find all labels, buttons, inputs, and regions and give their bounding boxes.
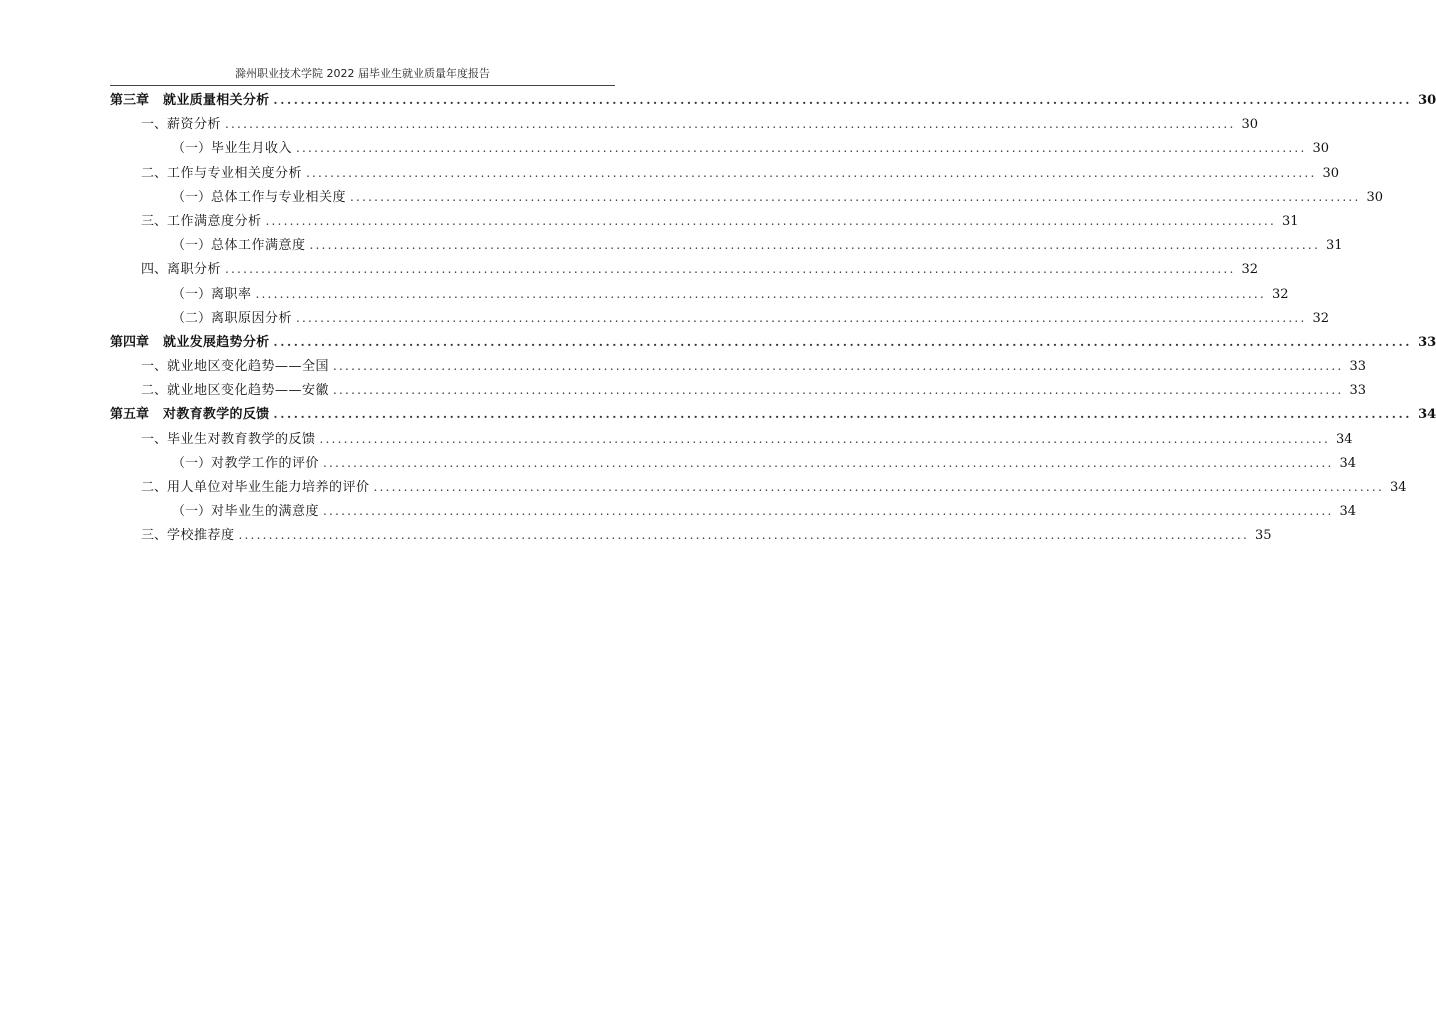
toc-page-number: 35	[1254, 528, 1272, 544]
toc-page-number: 34	[1389, 480, 1407, 495]
toc-dot-leader	[374, 475, 1384, 499]
toc-entry-title: 就业发展趋势分析	[163, 334, 270, 350]
toc-entry-title: 毕业生月收入	[211, 141, 293, 157]
toc-entry-number: 二、	[141, 383, 168, 399]
toc-subsection-entry[interactable]	[110, 451, 1357, 475]
report-title: 滁州职业技术学院 2022 届毕业生就业质量年度报告	[235, 67, 490, 80]
toc-page-number: 31	[1281, 213, 1299, 229]
toc-dot-leader	[323, 451, 1333, 475]
toc-entry-number: （一）	[172, 286, 212, 302]
toc-dot-leader	[239, 523, 1249, 547]
toc-entry-number: （二）	[172, 310, 212, 326]
toc-entry-title: 用人单位对毕业生能力培养的评价	[167, 480, 370, 495]
toc-entry-number: 三、	[141, 528, 168, 544]
toc-page-number: 31	[1325, 238, 1343, 254]
toc-entry-number: 二、	[141, 165, 168, 181]
toc-entry-title: 对毕业生的满意度	[211, 504, 320, 520]
toc-dot-leader	[333, 354, 1343, 378]
toc-subsection-entry[interactable]	[110, 136, 1330, 160]
toc-dot-leader	[225, 112, 1235, 136]
toc-dot-leader	[320, 427, 1330, 451]
toc-page-number: 30	[1241, 117, 1259, 133]
toc-chapter-entry[interactable]	[110, 88, 1436, 112]
toc-page-number: 33	[1349, 383, 1367, 399]
toc-page-number: 30	[1322, 165, 1340, 181]
toc-entry-number: （一）	[172, 455, 212, 471]
toc-entry-number: 第五章	[110, 407, 150, 423]
toc-entry-number: 二、	[141, 480, 168, 495]
toc-page-number: 32	[1312, 310, 1330, 326]
toc-dot-leader	[323, 499, 1333, 523]
toc-chapter-entry[interactable]	[110, 330, 1436, 354]
toc-dot-leader	[266, 209, 1276, 233]
toc-section-entry[interactable]	[110, 378, 1367, 402]
toc-entry-title: 工作与专业相关度分析	[167, 165, 303, 181]
table-of-contents	[110, 88, 1436, 548]
toc-entry-title: 就业地区变化趋势——安徽	[167, 383, 330, 399]
toc-page-number: 32	[1241, 262, 1259, 278]
toc-dot-leader	[350, 185, 1360, 209]
toc-entry-number: 一、	[141, 431, 168, 447]
toc-page-number: 34	[1339, 455, 1357, 471]
toc-subsection-entry[interactable]	[110, 233, 1343, 257]
toc-section-entry[interactable]	[110, 523, 1272, 547]
toc-entry-title: 离职原因分析	[211, 310, 293, 326]
toc-section-entry[interactable]	[110, 427, 1353, 451]
toc-section-entry[interactable]	[110, 475, 1407, 499]
toc-entry-title: 对教学工作的评价	[211, 455, 320, 471]
toc-entry-title: 总体工作与专业相关度	[211, 189, 347, 205]
toc-dot-leader	[273, 402, 1412, 426]
toc-page-number: 30	[1366, 189, 1384, 205]
toc-section-entry[interactable]	[110, 112, 1259, 136]
toc-entry-number: 一、	[141, 117, 168, 133]
toc-entry-title: 总体工作满意度	[211, 238, 306, 254]
toc-entry-number: 四、	[141, 262, 168, 278]
toc-dot-leader	[256, 282, 1266, 306]
toc-entry-title: 学校推荐度	[167, 528, 235, 544]
toc-section-entry[interactable]	[110, 257, 1259, 281]
toc-section-entry[interactable]	[110, 354, 1367, 378]
toc-page-number: 34	[1335, 431, 1353, 447]
toc-dot-leader	[296, 306, 1306, 330]
toc-dot-leader	[273, 88, 1412, 112]
toc-entry-number: （一）	[172, 189, 212, 205]
toc-entry-title: 离职分析	[167, 262, 222, 278]
toc-entry-number: 一、	[141, 359, 168, 375]
toc-dot-leader	[296, 136, 1306, 160]
toc-subsection-entry[interactable]	[110, 499, 1357, 523]
toc-entry-number: 第三章	[110, 93, 150, 108]
toc-entry-number: 第四章	[110, 334, 150, 350]
toc-section-entry[interactable]	[110, 209, 1299, 233]
toc-entry-title: 就业质量相关分析	[163, 93, 270, 108]
toc-dot-leader	[310, 233, 1320, 257]
toc-page-number: 30	[1312, 141, 1330, 157]
toc-entry-title: 薪资分析	[167, 117, 222, 133]
toc-dot-leader	[273, 330, 1412, 354]
toc-dot-leader	[306, 161, 1316, 185]
page-header	[110, 64, 615, 86]
toc-page-number: 32	[1271, 286, 1289, 302]
toc-entry-title: 工作满意度分析	[167, 213, 262, 229]
toc-dot-leader	[333, 378, 1343, 402]
toc-subsection-entry[interactable]	[110, 185, 1384, 209]
toc-subsection-entry[interactable]	[110, 282, 1289, 306]
toc-entry-title: 就业地区变化趋势——全国	[167, 359, 330, 375]
toc-entry-title: 对教育教学的反馈	[163, 407, 270, 423]
toc-entry-number: （一）	[172, 238, 212, 254]
toc-entry-title: 毕业生对教育教学的反馈	[167, 431, 316, 447]
toc-chapter-entry[interactable]	[110, 402, 1436, 426]
toc-page-number: 34	[1418, 407, 1436, 423]
toc-entry-number: （一）	[172, 504, 212, 520]
toc-entry-number: 三、	[141, 213, 168, 229]
toc-subsection-entry[interactable]	[110, 306, 1330, 330]
toc-entry-number: （一）	[172, 141, 212, 157]
toc-page-number: 34	[1339, 504, 1357, 520]
toc-entry-title: 离职率	[211, 286, 252, 302]
toc-page-number: 33	[1418, 334, 1436, 350]
toc-dot-leader	[225, 257, 1235, 281]
toc-section-entry[interactable]	[110, 161, 1340, 185]
toc-page-number: 33	[1349, 359, 1367, 375]
toc-page-number: 30	[1418, 93, 1436, 108]
